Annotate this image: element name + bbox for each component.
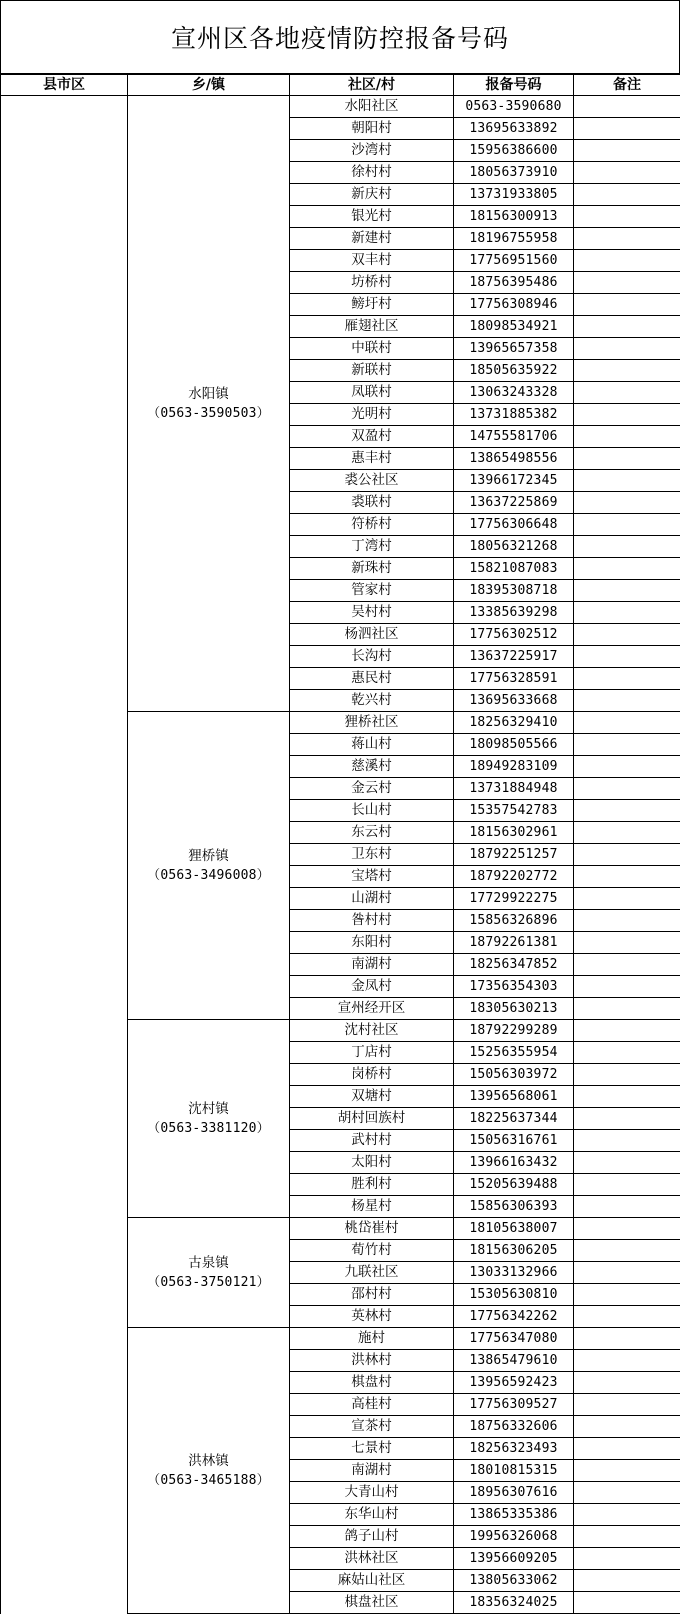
town-phone: （0563-3750121） bbox=[147, 1274, 270, 1290]
remarks-cell bbox=[574, 536, 680, 558]
town-phone: （0563-3381120） bbox=[147, 1120, 270, 1136]
town-cell bbox=[128, 96, 290, 712]
remarks-cell bbox=[574, 976, 680, 998]
community-cell: 裘联村 bbox=[290, 492, 454, 514]
phone-cell: 13865498556 bbox=[454, 448, 574, 470]
community-cell: 双盈村 bbox=[290, 426, 454, 448]
phone-cell: 18792261381 bbox=[454, 932, 574, 954]
phone-cell: 18105638007 bbox=[454, 1218, 574, 1240]
remarks-cell bbox=[574, 206, 680, 228]
phone-cell: 18225637344 bbox=[454, 1108, 574, 1130]
remarks-cell bbox=[574, 1350, 680, 1372]
phone-cell: 13063243328 bbox=[454, 382, 574, 404]
town-cell bbox=[128, 1218, 290, 1328]
community-cell: 水阳社区 bbox=[290, 96, 454, 118]
phone-cell: 17756951560 bbox=[454, 250, 574, 272]
community-cell: 东云村 bbox=[290, 822, 454, 844]
phone-cell: 17756302512 bbox=[454, 624, 574, 646]
remarks-cell bbox=[574, 690, 680, 712]
phone-cell: 18356324025 bbox=[454, 1592, 574, 1614]
page-title: 宣州区各地疫情防控报备号码 bbox=[0, 0, 680, 74]
remarks-cell bbox=[574, 646, 680, 668]
remarks-cell bbox=[574, 624, 680, 646]
community-cell: 邵村村 bbox=[290, 1284, 454, 1306]
community-cell: 东阳村 bbox=[290, 932, 454, 954]
remarks-cell bbox=[574, 910, 680, 932]
remarks-cell bbox=[574, 1526, 680, 1548]
community-cell: 荀竹村 bbox=[290, 1240, 454, 1262]
remarks-cell bbox=[574, 1548, 680, 1570]
town-phone: （0563-3496008） bbox=[147, 867, 270, 883]
remarks-cell bbox=[574, 1570, 680, 1592]
phone-cell: 15856306393 bbox=[454, 1196, 574, 1218]
community-cell: 棋盘社区 bbox=[290, 1592, 454, 1614]
remarks-cell bbox=[574, 558, 680, 580]
community-cell: 金凤村 bbox=[290, 976, 454, 998]
col-header-phone: 报备号码 bbox=[454, 75, 574, 96]
remarks-cell bbox=[574, 1130, 680, 1152]
phone-cell: 13637225917 bbox=[454, 646, 574, 668]
phone-cell: 13966163432 bbox=[454, 1152, 574, 1174]
community-cell: 宣茶村 bbox=[290, 1416, 454, 1438]
community-cell: 杨泗社区 bbox=[290, 624, 454, 646]
remarks-cell bbox=[574, 822, 680, 844]
phone-cell: 13965657358 bbox=[454, 338, 574, 360]
remarks-cell bbox=[574, 118, 680, 140]
town-cell bbox=[128, 1328, 290, 1614]
community-cell: 裘公社区 bbox=[290, 470, 454, 492]
phone-cell: 18010815315 bbox=[454, 1460, 574, 1482]
phone-cell: 13956592423 bbox=[454, 1372, 574, 1394]
phone-cell: 15856326896 bbox=[454, 910, 574, 932]
town-phone: （0563-3590503） bbox=[147, 405, 270, 421]
community-cell: 丁湾村 bbox=[290, 536, 454, 558]
remarks-cell bbox=[574, 338, 680, 360]
phone-cell: 13865479610 bbox=[454, 1350, 574, 1372]
town-name: 水阳镇 bbox=[188, 385, 229, 402]
phone-cell: 18256329410 bbox=[454, 712, 574, 734]
community-cell: 徐村村 bbox=[290, 162, 454, 184]
phone-cell: 18949283109 bbox=[454, 756, 574, 778]
community-cell: 狸桥社区 bbox=[290, 712, 454, 734]
remarks-cell bbox=[574, 294, 680, 316]
phone-cell: 18156306205 bbox=[454, 1240, 574, 1262]
remarks-cell bbox=[574, 756, 680, 778]
community-cell: 中联村 bbox=[290, 338, 454, 360]
community-cell: 管家村 bbox=[290, 580, 454, 602]
community-cell: 雁翅社区 bbox=[290, 316, 454, 338]
phone-cell: 18756395486 bbox=[454, 272, 574, 294]
remarks-cell bbox=[574, 1482, 680, 1504]
community-cell: 桃岱崔村 bbox=[290, 1218, 454, 1240]
community-cell: 七景村 bbox=[290, 1438, 454, 1460]
remarks-cell bbox=[574, 1394, 680, 1416]
phone-cell: 17756347080 bbox=[454, 1328, 574, 1350]
remarks-cell bbox=[574, 140, 680, 162]
phone-cell: 17756306648 bbox=[454, 514, 574, 536]
remarks-cell bbox=[574, 404, 680, 426]
community-cell: 丁店村 bbox=[290, 1042, 454, 1064]
phone-cell: 15956386600 bbox=[454, 140, 574, 162]
remarks-cell bbox=[574, 228, 680, 250]
phone-cell: 18098534921 bbox=[454, 316, 574, 338]
remarks-cell bbox=[574, 1262, 680, 1284]
remarks-cell bbox=[574, 1284, 680, 1306]
phone-cell: 18056321268 bbox=[454, 536, 574, 558]
remarks-cell bbox=[574, 1504, 680, 1526]
community-cell: 高桂村 bbox=[290, 1394, 454, 1416]
community-cell: 金云村 bbox=[290, 778, 454, 800]
community-cell: 长沟村 bbox=[290, 646, 454, 668]
community-cell: 光明村 bbox=[290, 404, 454, 426]
community-cell: 棋盘村 bbox=[290, 1372, 454, 1394]
community-cell: 凤联村 bbox=[290, 382, 454, 404]
col-header-remarks: 备注 bbox=[574, 75, 680, 96]
remarks-cell bbox=[574, 954, 680, 976]
phone-cell: 17729922275 bbox=[454, 888, 574, 910]
community-cell: 惠民村 bbox=[290, 668, 454, 690]
remarks-cell bbox=[574, 1042, 680, 1064]
phone-cell: 13956609205 bbox=[454, 1548, 574, 1570]
phone-cell: 13956568061 bbox=[454, 1086, 574, 1108]
community-cell: 沈村社区 bbox=[290, 1020, 454, 1042]
community-cell: 施村 bbox=[290, 1328, 454, 1350]
remarks-cell bbox=[574, 382, 680, 404]
community-cell: 新珠村 bbox=[290, 558, 454, 580]
town-cell bbox=[128, 1020, 290, 1218]
community-cell: 双丰村 bbox=[290, 250, 454, 272]
community-cell: 英林村 bbox=[290, 1306, 454, 1328]
phone-cell: 18792202772 bbox=[454, 866, 574, 888]
table-row bbox=[1, 96, 680, 118]
col-header-county: 县市区 bbox=[1, 75, 128, 96]
remarks-cell bbox=[574, 1416, 680, 1438]
community-cell: 九联社区 bbox=[290, 1262, 454, 1284]
community-cell: 昝村村 bbox=[290, 910, 454, 932]
phone-cell: 15305630810 bbox=[454, 1284, 574, 1306]
remarks-cell bbox=[574, 1306, 680, 1328]
remarks-cell bbox=[574, 250, 680, 272]
community-cell: 新建村 bbox=[290, 228, 454, 250]
town-phone: （0563-3465188） bbox=[147, 1472, 270, 1488]
phone-cell: 18956307616 bbox=[454, 1482, 574, 1504]
phone-cell: 18505635922 bbox=[454, 360, 574, 382]
community-cell: 南湖村 bbox=[290, 1460, 454, 1482]
remarks-cell bbox=[574, 712, 680, 734]
community-cell: 双塘村 bbox=[290, 1086, 454, 1108]
remarks-cell bbox=[574, 514, 680, 536]
phone-cell: 13966172345 bbox=[454, 470, 574, 492]
phone-cell: 15056316761 bbox=[454, 1130, 574, 1152]
community-cell: 鳑圩村 bbox=[290, 294, 454, 316]
community-cell: 东华山村 bbox=[290, 1504, 454, 1526]
remarks-cell bbox=[574, 1438, 680, 1460]
phone-cell: 18156302961 bbox=[454, 822, 574, 844]
phone-cell: 15821087083 bbox=[454, 558, 574, 580]
phone-cell: 13731933805 bbox=[454, 184, 574, 206]
remarks-cell bbox=[574, 492, 680, 514]
community-cell: 符桥村 bbox=[290, 514, 454, 536]
community-cell: 鸽子山村 bbox=[290, 1526, 454, 1548]
remarks-cell bbox=[574, 1328, 680, 1350]
phone-cell: 17756309527 bbox=[454, 1394, 574, 1416]
phone-cell: 13695633668 bbox=[454, 690, 574, 712]
town-name: 古泉镇 bbox=[188, 1254, 229, 1271]
phone-cell: 13731885382 bbox=[454, 404, 574, 426]
community-cell: 卫东村 bbox=[290, 844, 454, 866]
remarks-cell bbox=[574, 778, 680, 800]
community-cell: 蒋山村 bbox=[290, 734, 454, 756]
phone-cell: 15056303972 bbox=[454, 1064, 574, 1086]
phone-cell: 13731884948 bbox=[454, 778, 574, 800]
phone-cell: 18256323493 bbox=[454, 1438, 574, 1460]
phone-cell: 17756308946 bbox=[454, 294, 574, 316]
remarks-cell bbox=[574, 932, 680, 954]
remarks-cell bbox=[574, 1086, 680, 1108]
phone-cell: 18792251257 bbox=[454, 844, 574, 866]
community-cell: 银光村 bbox=[290, 206, 454, 228]
phone-cell: 18256347852 bbox=[454, 954, 574, 976]
phone-cell: 13695633892 bbox=[454, 118, 574, 140]
remarks-cell bbox=[574, 844, 680, 866]
community-cell: 洪林村 bbox=[290, 1350, 454, 1372]
col-header-community: 社区/村 bbox=[290, 75, 454, 96]
remarks-cell bbox=[574, 1372, 680, 1394]
phone-cell: 17756328591 bbox=[454, 668, 574, 690]
remarks-cell bbox=[574, 998, 680, 1020]
community-cell: 乾兴村 bbox=[290, 690, 454, 712]
community-cell: 山湖村 bbox=[290, 888, 454, 910]
remarks-cell bbox=[574, 668, 680, 690]
town-cell bbox=[128, 712, 290, 1020]
community-cell: 胡村回族村 bbox=[290, 1108, 454, 1130]
remarks-cell bbox=[574, 1152, 680, 1174]
phone-cell: 17756342262 bbox=[454, 1306, 574, 1328]
remarks-cell bbox=[574, 184, 680, 206]
phone-cell: 18196755958 bbox=[454, 228, 574, 250]
phone-cell: 17356354303 bbox=[454, 976, 574, 998]
remarks-cell bbox=[574, 470, 680, 492]
community-cell: 太阳村 bbox=[290, 1152, 454, 1174]
phone-cell: 0563-3590680 bbox=[454, 96, 574, 118]
phone-cell: 18156300913 bbox=[454, 206, 574, 228]
community-cell: 慈溪村 bbox=[290, 756, 454, 778]
remarks-cell bbox=[574, 1108, 680, 1130]
remarks-cell bbox=[574, 448, 680, 470]
phone-cell: 13805633062 bbox=[454, 1570, 574, 1592]
community-cell: 麻姑山社区 bbox=[290, 1570, 454, 1592]
remarks-cell bbox=[574, 1218, 680, 1240]
community-cell: 吴村村 bbox=[290, 602, 454, 624]
remarks-cell bbox=[574, 1592, 680, 1614]
remarks-cell bbox=[574, 1240, 680, 1262]
col-header-town: 乡/镇 bbox=[128, 75, 290, 96]
remarks-cell bbox=[574, 734, 680, 756]
county-cell bbox=[1, 96, 128, 1614]
remarks-cell bbox=[574, 316, 680, 338]
community-cell: 新联村 bbox=[290, 360, 454, 382]
town-name: 沈村镇 bbox=[188, 1100, 229, 1117]
community-cell: 胜利村 bbox=[290, 1174, 454, 1196]
phone-cell: 13865335386 bbox=[454, 1504, 574, 1526]
hotline-table bbox=[0, 74, 680, 1614]
remarks-cell bbox=[574, 580, 680, 602]
phone-cell: 18756332606 bbox=[454, 1416, 574, 1438]
phone-cell: 13637225869 bbox=[454, 492, 574, 514]
community-cell: 岗桥村 bbox=[290, 1064, 454, 1086]
remarks-cell bbox=[574, 602, 680, 624]
phone-cell: 18305630213 bbox=[454, 998, 574, 1020]
town-name: 狸桥镇 bbox=[188, 847, 229, 864]
community-cell: 洪林社区 bbox=[290, 1548, 454, 1570]
phone-cell: 15357542783 bbox=[454, 800, 574, 822]
table-body bbox=[1, 96, 680, 1614]
town-name: 洪林镇 bbox=[188, 1452, 229, 1469]
phone-cell: 14755581706 bbox=[454, 426, 574, 448]
community-cell: 坊桥村 bbox=[290, 272, 454, 294]
phone-cell: 18395308718 bbox=[454, 580, 574, 602]
community-cell: 杨星村 bbox=[290, 1196, 454, 1218]
phone-cell: 18056373910 bbox=[454, 162, 574, 184]
community-cell: 宝塔村 bbox=[290, 866, 454, 888]
remarks-cell bbox=[574, 360, 680, 382]
phone-cell: 13033132966 bbox=[454, 1262, 574, 1284]
phone-cell: 19956326068 bbox=[454, 1526, 574, 1548]
remarks-cell bbox=[574, 272, 680, 294]
phone-cell: 18098505566 bbox=[454, 734, 574, 756]
remarks-cell bbox=[574, 1174, 680, 1196]
remarks-cell bbox=[574, 888, 680, 910]
community-cell: 武村村 bbox=[290, 1130, 454, 1152]
table-header-row bbox=[1, 75, 680, 96]
phone-cell: 15205639488 bbox=[454, 1174, 574, 1196]
phone-cell: 18792299289 bbox=[454, 1020, 574, 1042]
remarks-cell bbox=[574, 800, 680, 822]
remarks-cell bbox=[574, 96, 680, 118]
remarks-cell bbox=[574, 162, 680, 184]
community-cell: 宣州经开区 bbox=[290, 998, 454, 1020]
remarks-cell bbox=[574, 1196, 680, 1218]
remarks-cell bbox=[574, 1460, 680, 1482]
remarks-cell bbox=[574, 866, 680, 888]
remarks-cell bbox=[574, 426, 680, 448]
community-cell: 朝阳村 bbox=[290, 118, 454, 140]
remarks-cell bbox=[574, 1064, 680, 1086]
community-cell: 长山村 bbox=[290, 800, 454, 822]
community-cell: 大青山村 bbox=[290, 1482, 454, 1504]
remarks-cell bbox=[574, 1020, 680, 1042]
phone-cell: 13385639298 bbox=[454, 602, 574, 624]
community-cell: 惠丰村 bbox=[290, 448, 454, 470]
community-cell: 南湖村 bbox=[290, 954, 454, 976]
community-cell: 新庆村 bbox=[290, 184, 454, 206]
community-cell: 沙湾村 bbox=[290, 140, 454, 162]
phone-cell: 15256355954 bbox=[454, 1042, 574, 1064]
